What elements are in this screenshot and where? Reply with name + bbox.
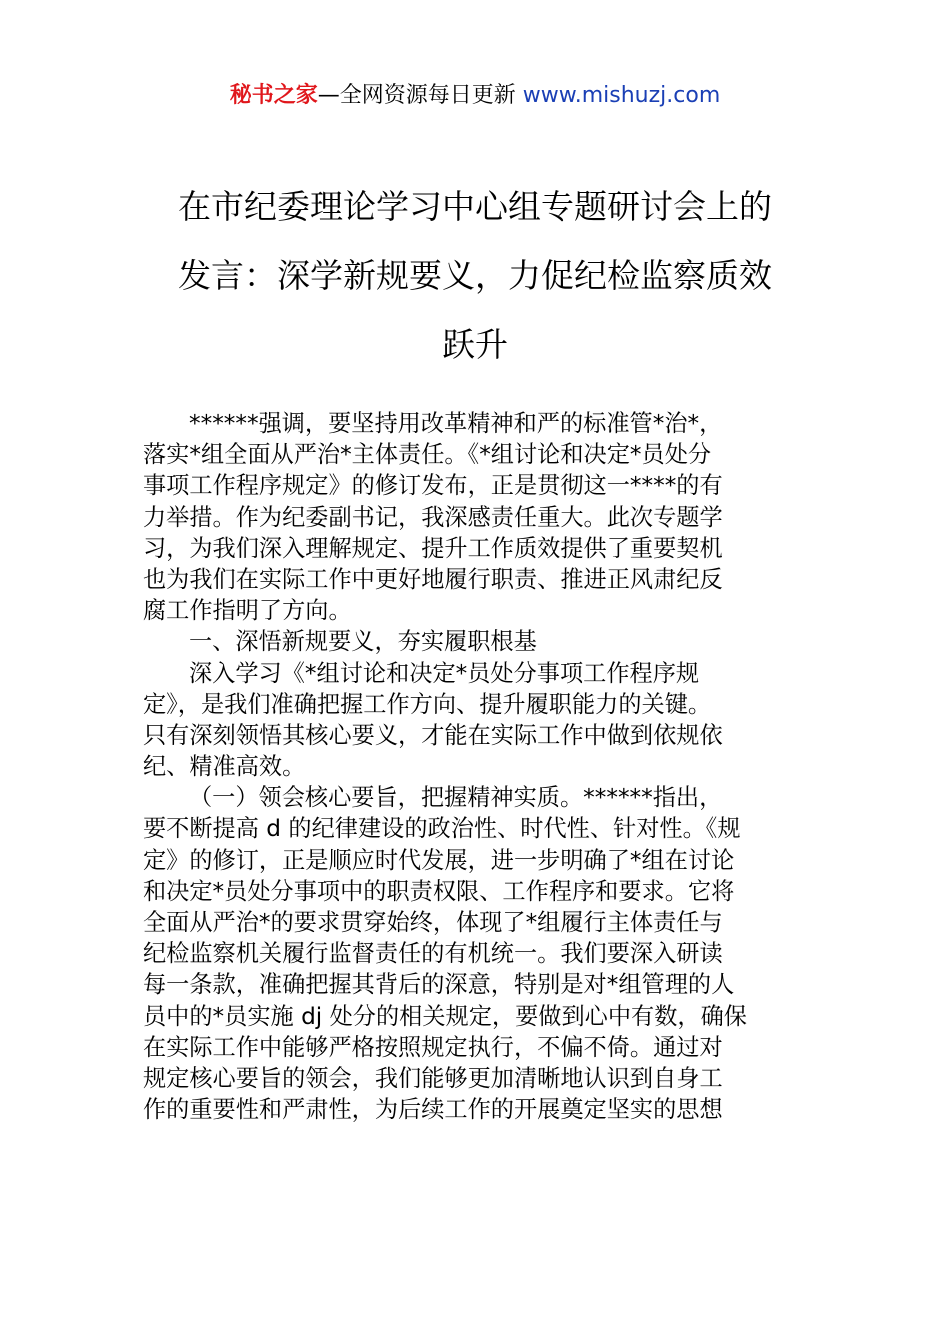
body-line: 腐工作指明了方向。 bbox=[143, 597, 352, 625]
body-line: 也为我们在实际工作中更好地履行职责、推进正风肃纪反 bbox=[143, 565, 723, 593]
body-line: 规定核心要旨的领会，我们能够更加清晰地认识到自身工 bbox=[143, 1064, 723, 1092]
section-heading: 一、深悟新规要义，夯实履职根基 bbox=[189, 628, 537, 656]
body-line: 员中的*员实施 dj 处分的相关规定，要做到心中有数，确保 bbox=[143, 1002, 747, 1030]
site-header bbox=[0, 80, 950, 112]
site-url-link[interactable]: www.mishuzj.com bbox=[522, 83, 721, 108]
body-line: 落实*组全面从严治*主体责任。《*组讨论和决定*员处分 bbox=[143, 441, 712, 469]
body-line: 在实际工作中能够严格按照规定执行，不偏不倚。通过对 bbox=[143, 1033, 723, 1061]
body-line: 习，为我们深入理解规定、提升工作质效提供了重要契机 bbox=[143, 534, 723, 562]
body-line: 纪、精准高效。 bbox=[143, 753, 306, 781]
body-line: 和决定*员处分事项中的职责权限、工作程序和要求。它将 bbox=[143, 877, 735, 905]
document-title bbox=[130, 172, 820, 379]
body-line: 每一条款，准确把握其背后的深意，特别是对*组管理的人 bbox=[143, 971, 735, 999]
document-body bbox=[143, 408, 809, 1125]
body-line: 要不断提高 d 的纪律建设的政治性、时代性、针对性。《规 bbox=[143, 815, 741, 843]
body-line: 只有深刻领悟其核心要义，才能在实际工作中做到依规依 bbox=[143, 721, 723, 749]
body-line: 事项工作程序规定》的修订发布，正是贯彻这一****的有 bbox=[143, 472, 723, 500]
body-line: 深入学习《*组讨论和决定*员处分事项工作程序规 bbox=[189, 659, 700, 687]
title-line: 跃升 bbox=[442, 325, 508, 364]
body-line: 力举措。作为纪委副书记，我深感责任重大。此次专题学 bbox=[143, 503, 723, 531]
body-line: 全面从严治*的要求贯穿始终，体现了*组履行主体责任与 bbox=[143, 909, 723, 936]
body-line: ******强调，要坚持用改革精神和严的标准管*治*， bbox=[189, 410, 723, 437]
title-line: 在市纪委理论学习中心组专题研讨会上的 bbox=[178, 187, 772, 226]
site-brand: 秘书之家 bbox=[229, 83, 318, 108]
body-line: 定》，是我们准确把握工作方向、提升履职能力的关键。 bbox=[143, 690, 712, 718]
body-line: 作的重要性和严肃性，为后续工作的开展奠定坚实的思想 bbox=[143, 1096, 723, 1124]
subsection-heading: （一）领会核心要旨，把握精神实质。******指出， bbox=[189, 784, 723, 812]
title-line: 发言：深学新规要义，力促纪检监察质效 bbox=[178, 256, 772, 295]
body-line: 定》的修订，正是顺应时代发展，进一步明确了*组在讨论 bbox=[143, 846, 735, 874]
body-line: 纪检监察机关履行监督责任的有机统一。我们要深入研读 bbox=[143, 940, 723, 968]
site-tagline: —全网资源每日更新 bbox=[317, 83, 523, 108]
